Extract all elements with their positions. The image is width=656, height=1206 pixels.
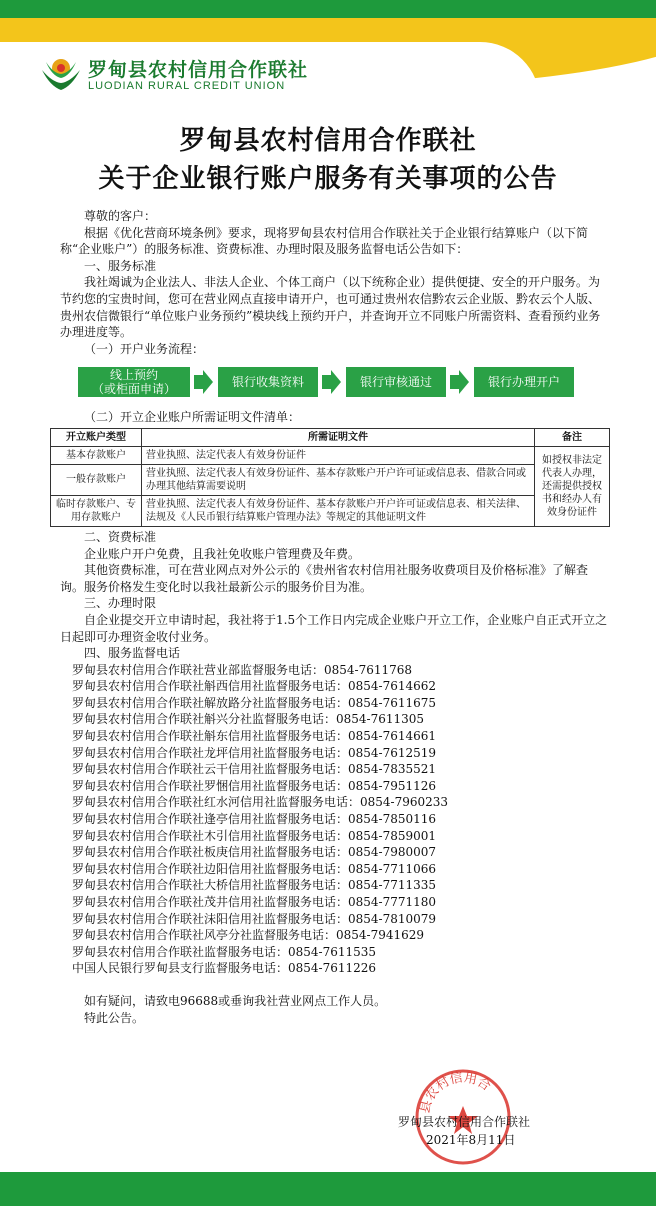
table-row [51, 495, 610, 526]
table-header-row [51, 428, 610, 446]
flow-step-online-booking [78, 367, 190, 397]
brand-name-cn: 罗甸县农村信用合作联社 [88, 59, 309, 81]
section4-heading: 四、服务监督电话 [84, 646, 181, 661]
documents-cell: 营业执照、法定代表人有效身份证件、基本存款账户开户许可证或信息表、借款合同或办理其他结算需要说明 [142, 464, 535, 495]
table-row [51, 464, 610, 495]
flow-step-label: 线上预约 [109, 368, 158, 383]
note-cell: 如授权非法定代表人办理，还需提供授权书和经办人有效身份证件 [535, 446, 610, 526]
phone-line: 罗甸县农村信用合作联社沫阳信用社监督服务电话：0854-7810079 [72, 911, 437, 926]
phone-line: 罗甸县农村信用合作联社红水河信用社监督服务电话：0854-7960233 [72, 795, 449, 810]
phone-line: 罗甸县农村信用合作联社斛西信用社监督服务电话：0854-7614662 [72, 679, 437, 694]
account-type-cell: 一般存款账户 [51, 464, 142, 495]
signature-date: 2021年8月11日 [426, 1133, 516, 1147]
notice-title-line1: 罗甸县农村信用合作联社 [179, 126, 477, 156]
section2-text2: 其他资费标准，可在营业网点对外公示的《贵州省农村信用社服务收费项目及价格标准》了解查询。服务价格发生变化时以我社最新公示的服务价目为准。 [60, 563, 589, 594]
documents-cell: 营业执照、法定代表人有效身份证件、基本存款账户开户许可证或信息表、相关法律、法规及《人民币银行结算账户管理办法》等规定的其他证明文件 [142, 495, 535, 526]
phone-line: 罗甸县农村信用合作联社板庚信用社监督服务电话：0854-7980007 [72, 845, 437, 860]
section2-text1: 企业账户开户免费，且我社免收账户管理费及年费。 [84, 546, 361, 561]
phone-line: 罗甸县农村信用合作联社木引信用社监督服务电话：0854-7859001 [72, 828, 437, 843]
phone-line: 罗甸县农村信用合作联社解放路分社监督服务电话：0854-7611675 [72, 695, 437, 710]
phone-line: 罗甸县农村信用合作联社营业部监督服务电话：0854-7611768 [72, 662, 413, 677]
phone-line: 罗甸县农村信用合作联社云干信用社监督服务电话：0854-7835521 [72, 762, 437, 777]
table-row [51, 446, 610, 464]
flow-step-review: 银行审核通过 [346, 367, 446, 397]
greeting: 尊敬的客户： [84, 209, 157, 223]
table-header-cell: 备注 [535, 428, 610, 446]
section3-text: 自企业提交开立申请时起，我社将于1.5个工作日内完成企业账户开立工作，企业账户自正式开立之日起即可办理资金收付业务。 [60, 612, 608, 644]
spacer [60, 977, 610, 993]
notice-body [56, 208, 610, 1026]
phone-line: 罗甸县农村信用合作联社茂井信用社监督服务电话：0854-7771180 [72, 895, 437, 909]
flow-step-open-account: 银行办理开户 [474, 367, 574, 397]
documents-cell: 营业执照、法定代表人有效身份证件 [142, 446, 535, 464]
flow-step-sublabel: （或柜面申请） [91, 382, 176, 397]
phone-line: 罗甸县农村信用合作联社逢亭信用社监督服务电话：0854-7850116 [72, 812, 437, 827]
flow-heading: （一）开户业务流程： [84, 341, 205, 356]
flow-step-collect-docs: 银行收集资料 [218, 367, 318, 397]
section2-heading: 二、资费标准 [84, 529, 157, 544]
section3-heading: 三、办理时限 [84, 596, 157, 611]
phone-line: 中国人民银行罗甸县支行监督服务电话：0854-7611226 [72, 961, 377, 976]
closing-line2: 特此公告。 [84, 1010, 145, 1025]
intro-paragraph: 根据《优化营商环境条例》要求，现将罗甸县农村信用合作联社关于企业银行结算账户（以下简称“企业账户”）的服务标准、资费标准、办理时限及服务监督电话公告如下： [60, 225, 589, 257]
required-documents-table [50, 428, 610, 527]
brand-name-en: LUODIAN RURAL CREDIT UNION [88, 80, 286, 92]
signature-org: 罗甸县农村信用合作联社 [398, 1115, 531, 1129]
table-header-cell: 开立账户类型 [51, 428, 142, 446]
phone-line: 罗甸县农村信用合作联社风亭分社监督服务电话：0854-7941629 [72, 928, 425, 943]
section1-heading: 一、服务标准 [84, 258, 157, 273]
account-type-cell: 基本存款账户 [51, 446, 142, 464]
table-heading: （二）开立企业账户所需证明文件清单： [84, 410, 301, 425]
account-opening-flow [78, 363, 610, 403]
section1-text: 我社竭诚为企业法人、非法人企业、个体工商户（以下统称企业）提供便捷、安全的开户服务。为节约您的宝贵时间，您可在营业网点直接申请开户，也可通过贵州农信黔农云企业版、黔农云个人版、贵州农信微银行“单位账户业务预约”模块线上预约开户，并查询开立不同账户所需资料、查看预约业务办理进度等。 [60, 275, 601, 340]
footer-green-band [0, 1172, 656, 1206]
phone-line: 罗甸县农村信用合作联社龙坪信用社监督服务电话：0854-7612519 [72, 745, 437, 760]
svg-text:县农村信用合: 县农村信用合 [417, 1070, 494, 1116]
phone-line: 罗甸县农村信用合作联社监督服务电话：0854-7611535 [72, 944, 377, 959]
account-type-cell: 临时存款账户、专用存款账户 [51, 495, 142, 526]
phone-list [60, 662, 610, 977]
credit-union-logo-icon [40, 52, 82, 92]
phone-line: 罗甸县农村信用合作联社罗悃信用社监督服务电话：0854-7951126 [72, 778, 437, 793]
closing-line1: 如有疑问，请致电96688或垂询我社营业网点工作人员。 [84, 993, 387, 1008]
header-banner [0, 0, 656, 104]
table-header-cell: 所需证明文件 [142, 428, 535, 446]
phone-line: 罗甸县农村信用合作联社斛兴分社监督服务电话：0854-7611305 [72, 712, 425, 727]
notice-title-line2: 关于企业银行账户服务有关事项的公告 [98, 164, 558, 194]
phone-line: 罗甸县农村信用合作联社大桥信用社监督服务电话：0854-7711335 [72, 878, 437, 893]
phone-line: 罗甸县农村信用合作联社斛东信用社监督服务电话：0854-7614661 [72, 729, 437, 744]
phone-line: 罗甸县农村信用合作联社边阳信用社监督服务电话：0854-7711066 [72, 861, 437, 876]
